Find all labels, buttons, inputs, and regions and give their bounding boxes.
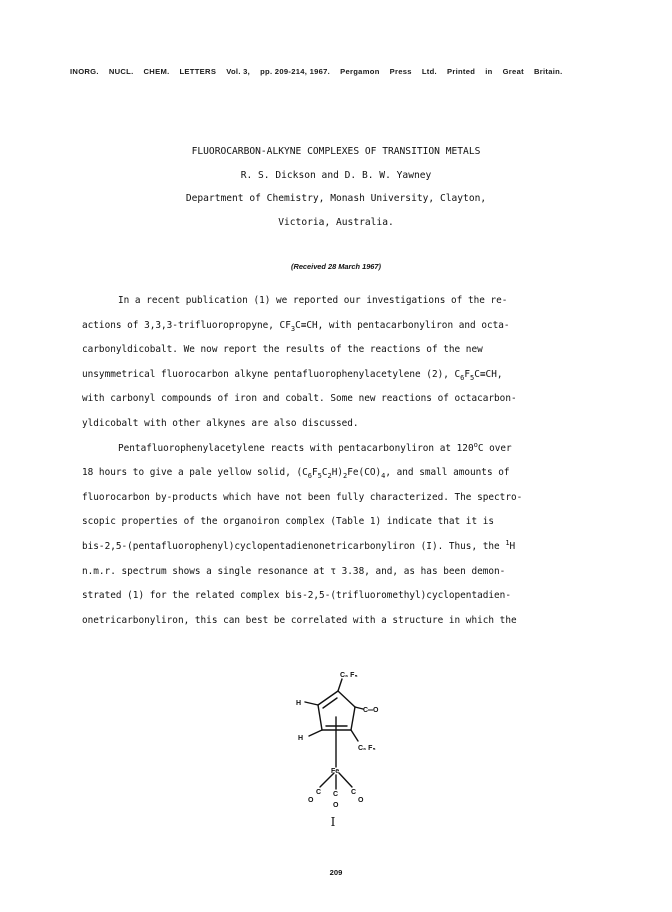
text-line: In a recent publication (1) we reported our investigations of the re-	[118, 295, 508, 306]
hydrogen-label: H	[296, 700, 302, 707]
carbonyl-oxygen-label: O	[308, 797, 314, 804]
text-line: with carbonyl compounds of iron and cobalt. Some new reactions of octacarbon-	[82, 393, 517, 405]
text-line: unsymmetrical fluorocarbon alkyne pentafluorophenylacetylene (2), $C_6F_5C\equiv CH$,	[82, 368, 503, 382]
text-line: yldicobalt with other alkynes are also discussed.	[82, 417, 359, 429]
c6f5-label: C₆ F₅	[358, 745, 376, 752]
affiliation-line: Department of Chemistry, Monash University, Clayton,	[185, 193, 487, 204]
running-head-word: INORG.	[70, 67, 99, 76]
carbonyl-carbon-label: C	[333, 791, 339, 798]
article-title: FLUOROCARBON-ALKYNE COMPLEXES OF TRANSITION METALS	[191, 146, 481, 157]
iron-label: Fe	[331, 768, 340, 775]
text-line: onetricarbonyliron, this can best be correlated with a structure in which the	[82, 614, 517, 626]
running-head-word: Ltd.	[421, 67, 437, 76]
text-line: strated (1) for the related complex bis-2,5-(trifluoromethyl)cyclopentadien-	[82, 590, 511, 602]
text-line: 18 hours to give a pale yellow solid, $(C_6F_5C_2H)_2Fe(CO)_4$, and small amounts of	[82, 467, 510, 481]
carbonyl-oxygen-label: O	[333, 802, 339, 809]
affiliation-line: Victoria, Australia.	[278, 216, 394, 228]
running-head-word: Pergamon	[340, 67, 380, 76]
article-header	[0, 140, 672, 234]
article-body	[82, 289, 602, 633]
text-line: fluorocarbon by-products which have not been fully characterized. The spectro-	[82, 491, 523, 503]
running-head	[70, 67, 630, 76]
text-line: carbonyldicobalt. We now report the results of the reactions of the new	[82, 344, 483, 356]
running-head-word: Britain.	[533, 67, 563, 76]
running-head-word: pp. 209-214, 1967.	[260, 67, 331, 76]
carbonyl-oxygen-label: O	[358, 797, 364, 804]
carbonyl-carbon-label: C	[316, 789, 322, 796]
running-head-word: CHEM.	[143, 67, 170, 76]
running-head-word: Vol. 3,	[226, 67, 251, 76]
chemical-structure	[278, 665, 388, 835]
authors: R. S. Dickson and D. B. W. Yawney	[240, 169, 432, 181]
running-head-word: LETTERS	[179, 67, 217, 76]
structure-label: I	[330, 815, 336, 829]
text-line: scopic properties of the organoiron complex (Table 1) indicate that it is	[82, 516, 495, 528]
carbonyl-carbon-label: C	[351, 789, 357, 796]
hydrogen-label: H	[298, 735, 304, 742]
received-date: (Received 28 March 1967)	[291, 262, 381, 271]
text-line: n.m.r. spectrum shows a single resonance at τ 3.38, and, as has been demon-	[82, 565, 506, 577]
text-line: bis-2,5-(pentafluorophenyl)cyclopentadienonetricarbonyliron (I). Thus, the $^1$H	[82, 538, 516, 552]
running-head-word: Printed	[446, 67, 476, 76]
running-head-word: in	[485, 67, 493, 76]
structure-drawing	[278, 665, 388, 815]
c6f5-label: C₆ F₅	[340, 672, 358, 679]
text-line: Pentafluorophenylacetylene reacts with pentacarbonyliron at 120$^o$C over	[118, 440, 512, 454]
running-head-word: NUCL.	[108, 67, 134, 76]
carbonyl-label: C═O	[363, 707, 379, 714]
running-head-word: Press	[389, 67, 412, 76]
page-number: 209	[329, 868, 343, 877]
running-head-word: Great	[502, 67, 524, 76]
text-line: actions of 3,3,3-trifluoropropyne, $CF_3C\equiv CH$, with pentacarbonyliron and octa-	[82, 319, 510, 333]
